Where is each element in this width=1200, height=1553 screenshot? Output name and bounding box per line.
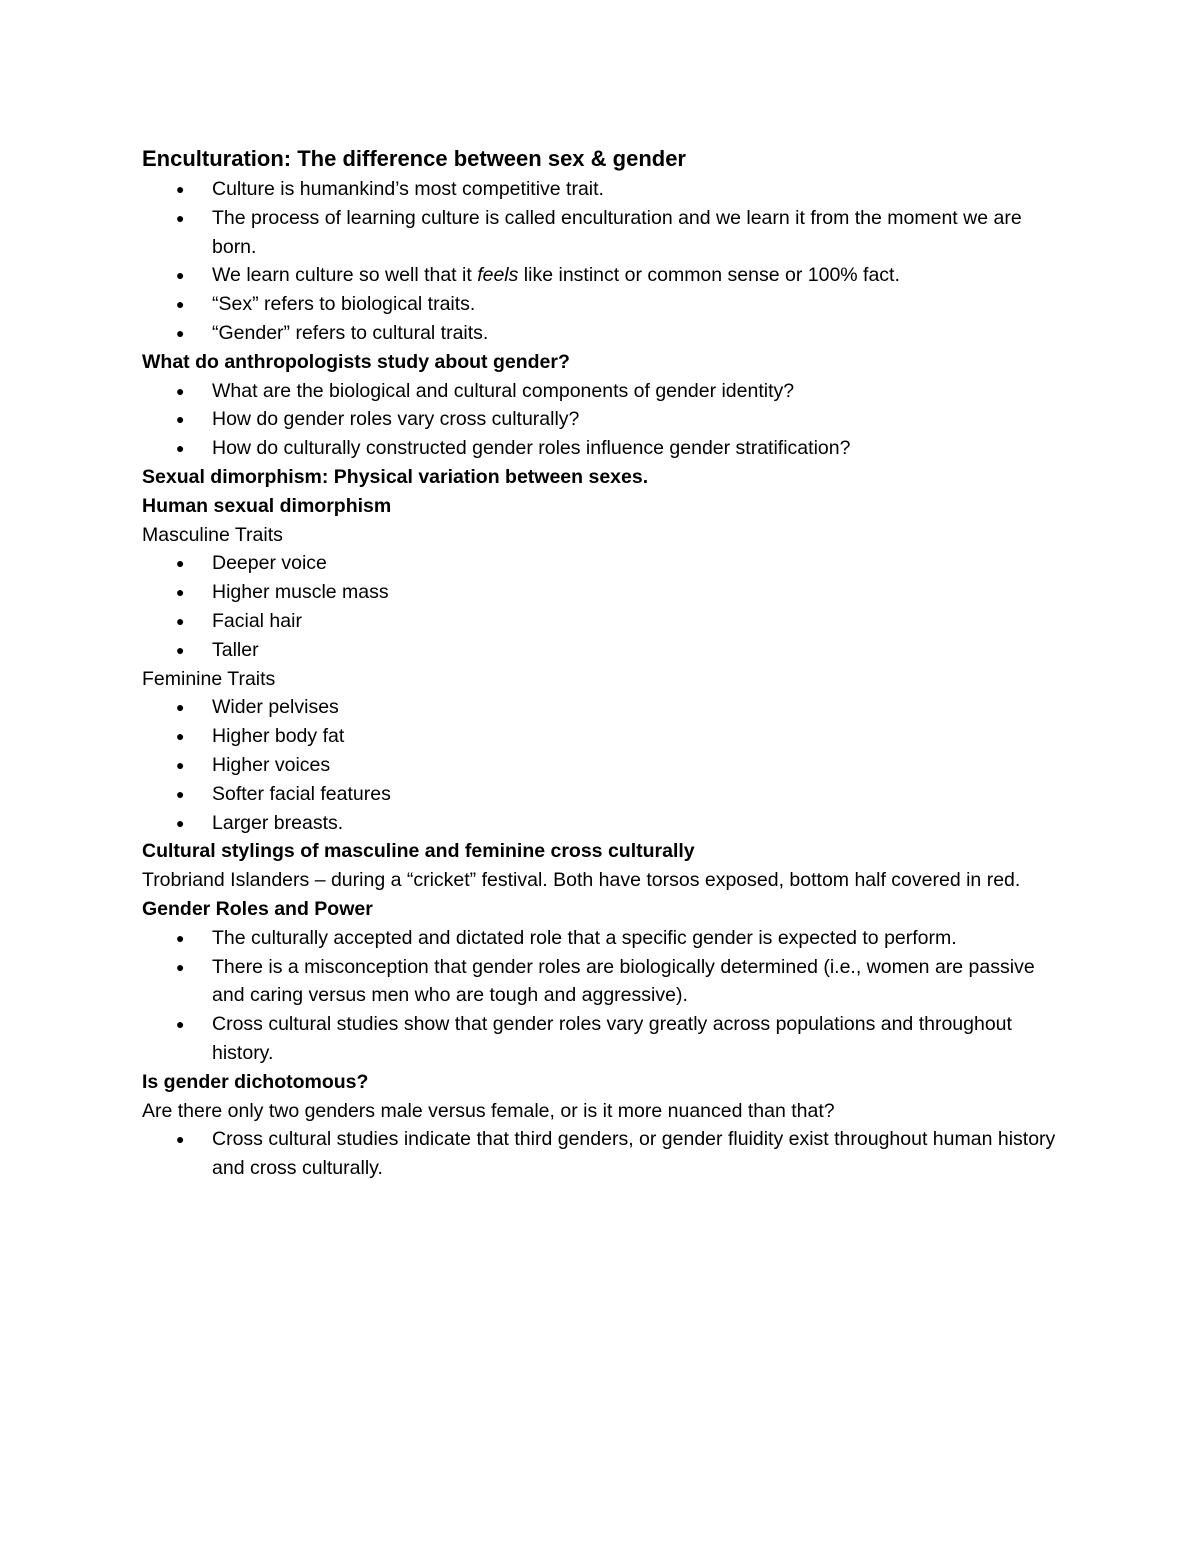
list-item: ● Higher voices <box>142 751 1062 780</box>
section-heading-dimorphism: Sexual dimorphism: Physical variation between sexes. <box>142 465 649 488</box>
dichotomous-list <box>142 1125 1062 1183</box>
bullet-icon: ● <box>176 584 185 601</box>
document-body <box>142 143 1062 1183</box>
list-item: ● Deeper voice <box>142 549 1062 578</box>
list-item: ● Cross cultural studies show that gender roles vary greatly across populations and throughout history. <box>142 1010 1062 1068</box>
bullet-icon: ● <box>176 296 185 313</box>
list-item: ● We learn culture so well that it feels like instinct or common sense or 100% fact. <box>142 261 1062 290</box>
bullet-icon: ● <box>176 929 185 946</box>
bullet-icon: ● <box>176 1016 185 1033</box>
bullet-icon: ● <box>176 612 185 629</box>
bullet-icon: ● <box>176 555 185 572</box>
list-item: ● Larger breasts. <box>142 809 1062 838</box>
list-item: ● There is a misconception that gender roles are biologically determined (i.e., women are passive and caring versus men who are tough and aggressive). <box>142 953 1062 1011</box>
list-item: ● What are the biological and cultural components of gender identity? <box>142 377 1062 406</box>
intro-list <box>142 175 1062 348</box>
bullet-icon: ● <box>176 411 185 428</box>
list-item: ● Higher body fat <box>142 722 1062 751</box>
list-item: ● Softer facial features <box>142 780 1062 809</box>
bullet-icon: ● <box>176 756 185 773</box>
list-item: ● Wider pelvises <box>142 693 1062 722</box>
dichotomous-question: Are there only two genders male versus female, or is it more nuanced than that? <box>142 1099 835 1122</box>
bullet-icon: ● <box>176 641 185 658</box>
feminine-list <box>142 693 1062 837</box>
list-item: ● The process of learning culture is called enculturation and we learn it from the moment we are born. <box>142 204 1062 262</box>
section-heading-study: What do anthropologists study about gender? <box>142 350 570 373</box>
bullet-icon: ● <box>176 267 185 284</box>
bullet-icon: ● <box>176 209 185 226</box>
bullet-icon: ● <box>176 324 185 341</box>
bullet-icon: ● <box>176 785 185 802</box>
trobriand-paragraph: Trobriand Islanders – during a “cricket” festival. Both have torsos exposed, bottom half covered in red. <box>142 869 1021 892</box>
list-item: ● Facial hair <box>142 607 1062 636</box>
section-heading-human-dimorphism: Human sexual dimorphism <box>142 494 392 517</box>
list-item: ● How do gender roles vary cross culturally? <box>142 405 1062 434</box>
bullet-icon: ● <box>176 181 185 197</box>
bullet-icon: ● <box>176 699 185 716</box>
bullet-icon: ● <box>176 1131 185 1148</box>
list-item: ● Taller <box>142 636 1062 665</box>
emphasis-text: feels <box>477 264 519 287</box>
list-item: ● The culturally accepted and dictated role that a specific gender is expected to perform. <box>142 924 1062 953</box>
list-item: ● Higher muscle mass <box>142 578 1062 607</box>
list-item: ● How do culturally constructed gender roles influence gender stratification? <box>142 434 1062 463</box>
section-heading-roles: Gender Roles and Power <box>142 897 373 920</box>
list-item: ● “Gender” refers to cultural traits. <box>142 319 1062 348</box>
bullet-icon: ● <box>176 382 185 399</box>
list-item: ● Cross cultural studies indicate that third genders, or gender fluidity exist throughout human history and cross culturally. <box>142 1125 1062 1183</box>
bullet-icon: ● <box>176 440 185 457</box>
section-heading-stylings: Cultural stylings of masculine and feminine cross culturally <box>142 840 695 863</box>
section-heading-dichotomous: Is gender dichotomous? <box>142 1070 369 1093</box>
roles-list <box>142 924 1062 1068</box>
masculine-list <box>142 549 1062 664</box>
bullet-icon: ● <box>176 814 185 831</box>
bullet-icon: ● <box>176 728 185 745</box>
document-title: Enculturation: The difference between sex & gender <box>142 146 686 171</box>
feminine-label: Feminine Traits <box>142 667 276 690</box>
list-item: ● Culture is humankind’s most competitive trait. <box>142 175 1062 204</box>
bullet-icon: ● <box>176 958 185 975</box>
list-item: ● “Sex” refers to biological traits. <box>142 290 1062 319</box>
masculine-label: Masculine Traits <box>142 523 283 546</box>
study-list <box>142 377 1062 463</box>
